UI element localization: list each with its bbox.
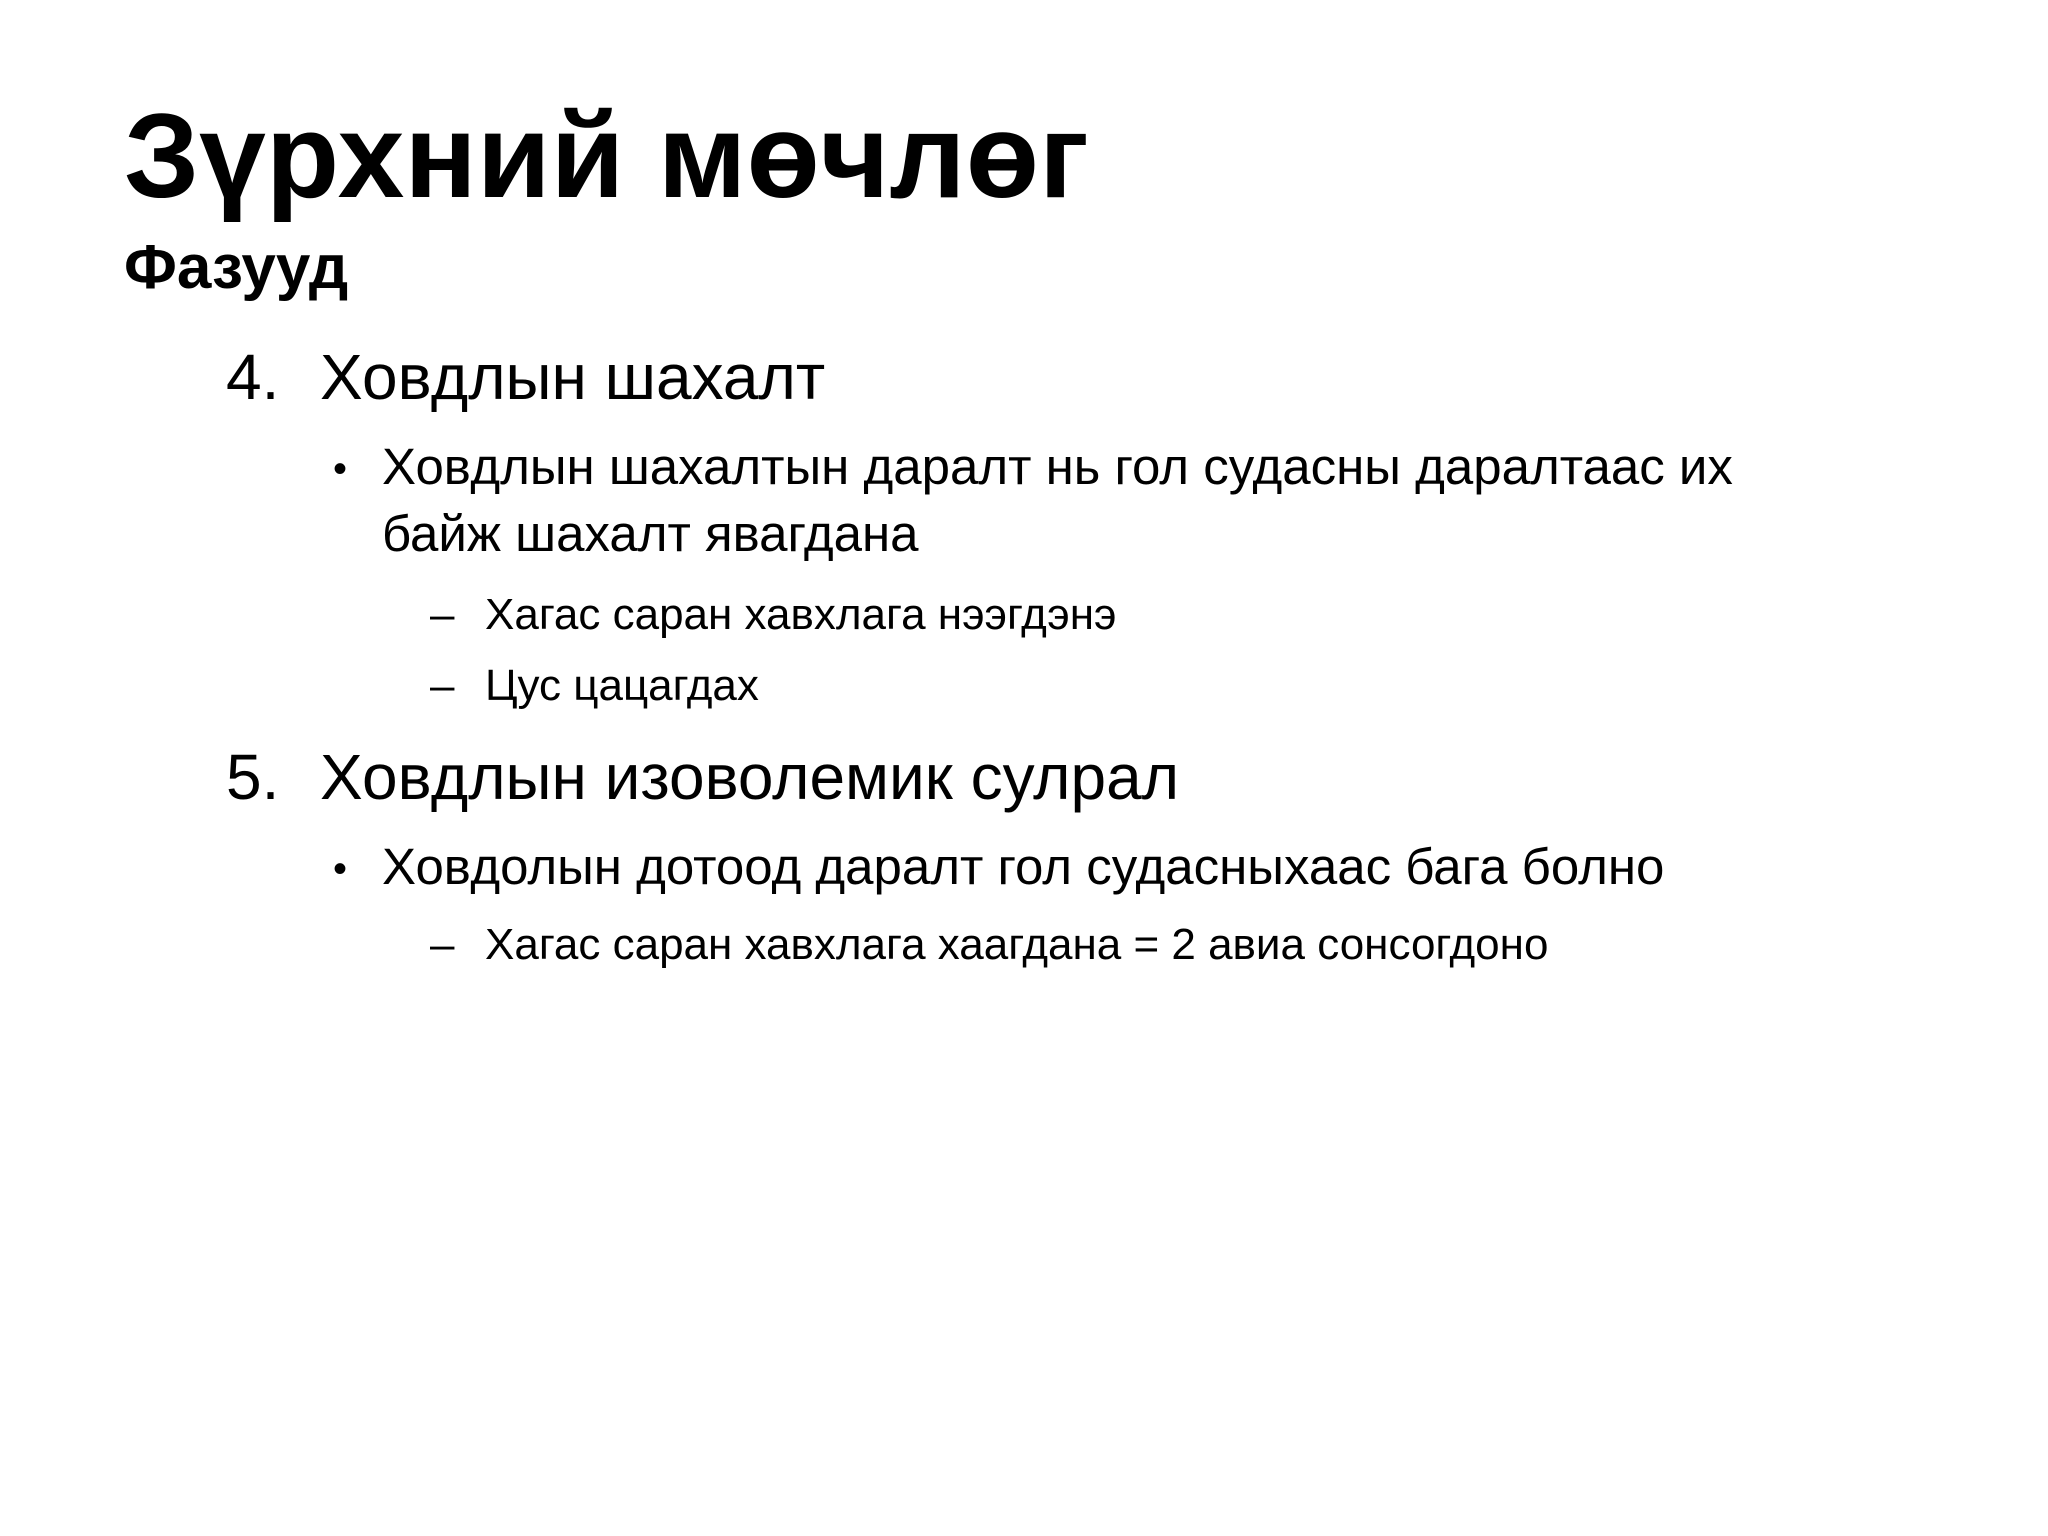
sub-bullet-marker: – bbox=[430, 590, 455, 639]
sub-bullet-text: Хагас саран хавхлага хаагдана = 2 авиа сонсогдоно bbox=[485, 920, 1549, 969]
item-heading: Ховдлын изоволемик сулрал bbox=[320, 741, 1180, 813]
slide-title: Зүрхний мөчлөг bbox=[124, 89, 1089, 223]
bullet-marker: • bbox=[333, 847, 348, 891]
item-number: 5. bbox=[226, 741, 280, 813]
bullet-text-line-2: байж шахалт явагдана bbox=[382, 505, 919, 562]
sub-bullet-text: Хагас саран хавхлага нээгдэнэ bbox=[485, 590, 1117, 639]
bullet-marker: • bbox=[333, 447, 348, 491]
bullet-text-line-1: Ховдолын дотоод даралт гол судасныхаас бага болно bbox=[382, 838, 1665, 895]
sub-bullet-marker: – bbox=[430, 920, 455, 969]
slide-subtitle: Фазууд bbox=[124, 233, 349, 302]
bullet-text-line-1: Ховдлын шахалтын даралт нь гол судасны даралтаас их bbox=[382, 438, 1733, 495]
sub-bullet-text: Цус цацагдах bbox=[485, 661, 759, 710]
sub-bullet-marker: – bbox=[430, 661, 455, 710]
item-number: 4. bbox=[226, 341, 280, 413]
item-heading: Ховдлын шахалт bbox=[320, 341, 826, 413]
